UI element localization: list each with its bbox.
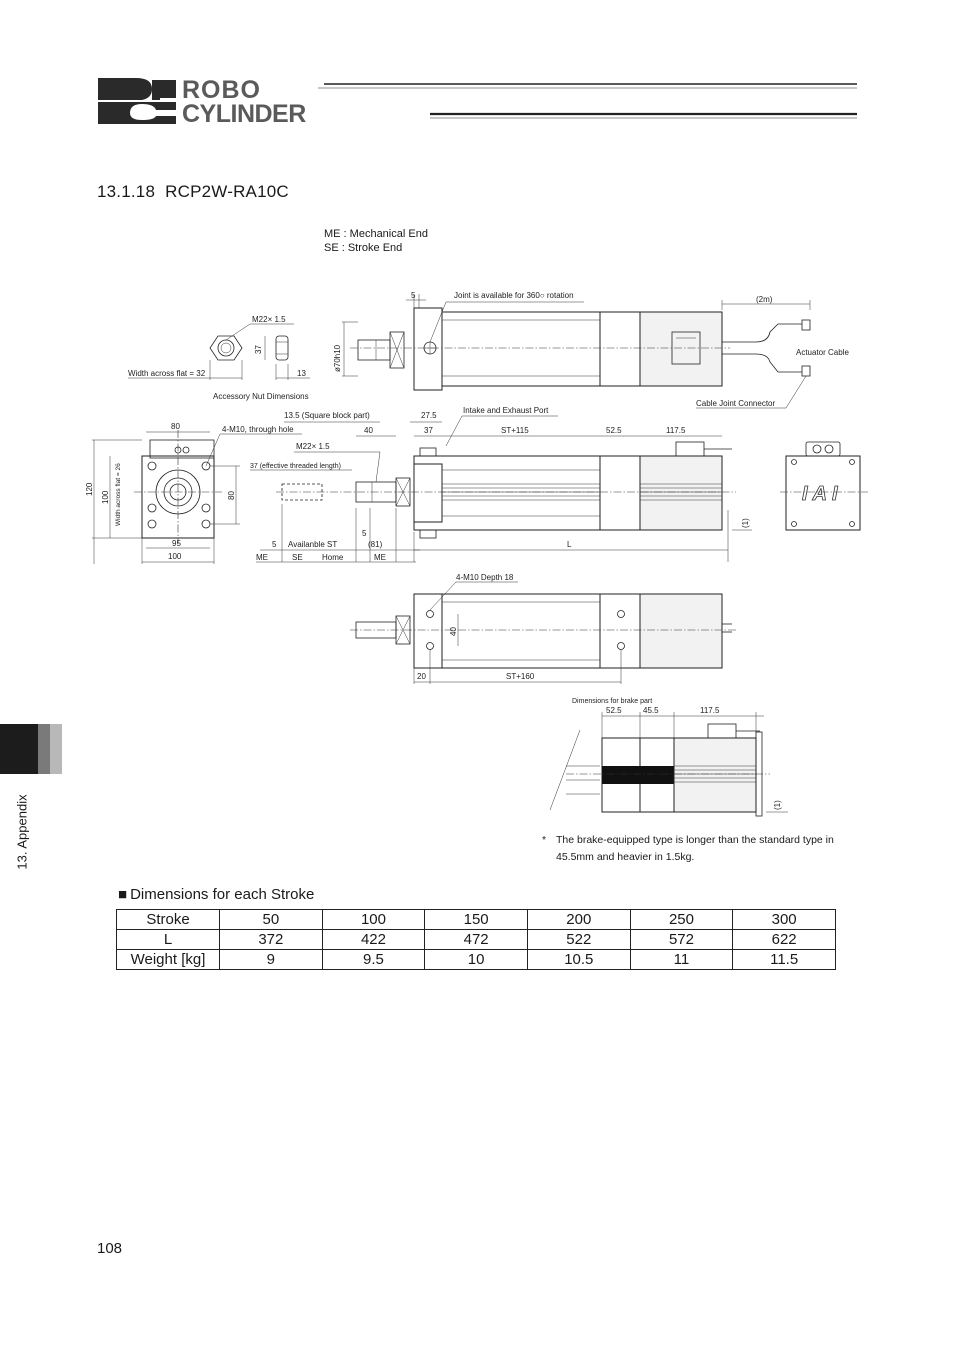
header-rules <box>318 80 858 120</box>
dimension-drawing <box>80 280 880 840</box>
table-cell: 250 <box>630 910 733 930</box>
effective-thread-label: 37 (effective threaded length) <box>250 463 341 470</box>
front-dim-80-top: 80 <box>171 422 180 431</box>
table-cell: 422 <box>322 930 425 950</box>
stroke-dimensions-table <box>116 909 836 970</box>
actuator-bottom-view <box>350 573 736 684</box>
cable-length-label: (2m) <box>756 295 773 304</box>
table-cell: 150 <box>425 910 528 930</box>
table-row-length <box>117 930 836 950</box>
row-header: Weight [kg] <box>117 950 220 970</box>
note-asterisk: * <box>542 834 547 846</box>
heading-bullet: ■ <box>118 886 128 903</box>
chapter-tab-stripe-light <box>50 724 62 774</box>
m10-depth-label: 4-M10 Depth 18 <box>456 573 514 582</box>
table-cell: 622 <box>733 930 836 950</box>
front-dim-95: 95 <box>172 539 181 548</box>
dim-st115: ST+115 <box>501 426 529 435</box>
dim-5-top: 5 <box>411 291 416 300</box>
dim-st160: ST+160 <box>506 672 535 681</box>
nut-width-flat-label: Width across flat = 32 <box>128 369 206 378</box>
brake-paren-1: (1) <box>773 800 782 810</box>
table-cell: 10.5 <box>527 950 630 970</box>
nut-thread-label: M22× 1.5 <box>252 315 286 324</box>
dim-52-5: 52.5 <box>606 426 622 435</box>
table-cell: 11 <box>630 950 733 970</box>
nut-dimensions-title: Accessory Nut Dimensions <box>213 392 309 401</box>
table-row-weight <box>117 950 836 970</box>
actuator-top-view <box>333 291 849 408</box>
chapter-label: 13. Appendix <box>14 794 30 870</box>
chapter-tab-stripe-dark <box>38 724 50 774</box>
front-dim-80-side: 80 <box>227 491 236 500</box>
overall-length-label: L <box>567 540 572 549</box>
chapter-tab-block <box>0 724 38 774</box>
brake-note-text: The brake-equipped type is longer than the standard type in 45.5mm and heavier in 1.5kg. <box>556 834 834 863</box>
legend-se: SE : Stroke End <box>324 242 403 254</box>
table-cell: 9.5 <box>322 950 425 970</box>
logo-line1: ROBO <box>182 76 261 104</box>
table-cell: 572 <box>630 930 733 950</box>
table-heading-text: Dimensions for each Stroke <box>130 886 315 903</box>
front-dim-120: 120 <box>85 482 94 496</box>
label-home: Home <box>322 553 344 562</box>
front-dim-100-horizontal: 100 <box>168 552 182 561</box>
actuator-rear-view <box>780 442 868 530</box>
front-dim-100-vertical: 100 <box>101 490 110 504</box>
table-cell: 50 <box>220 910 323 930</box>
nut-height-label: 37 <box>254 345 263 354</box>
table-cell: 472 <box>425 930 528 950</box>
joint-note: Joint is available for 360○ rotation <box>454 291 574 300</box>
table-cell: 9 <box>220 950 323 970</box>
front-width-flat-26: Width across flat = 26 <box>115 463 122 526</box>
row-header: L <box>117 930 220 950</box>
actuator-front-view <box>85 422 302 564</box>
brand-logo: IAI <box>802 483 843 505</box>
logo-line2: CYLINDER <box>182 100 306 126</box>
dim-40: 40 <box>364 426 373 435</box>
section-title <box>97 182 289 202</box>
accessory-nut-view <box>128 315 310 401</box>
dim-81: (81) <box>368 540 383 549</box>
dim-27-5: 27.5 <box>421 411 437 420</box>
m10-through-label: 4-M10, through hole <box>222 425 294 434</box>
table-cell: 200 <box>527 910 630 930</box>
diameter-label: ø70h10 <box>333 344 342 372</box>
brake-detail-view <box>550 698 788 816</box>
section-model: RCP2W-RA10C <box>165 182 289 201</box>
actuator-side-view <box>250 406 752 562</box>
available-stroke-label: Availanble ST <box>288 540 338 549</box>
dim-37: 37 <box>424 426 433 435</box>
legend-me: ME : Mechanical End <box>324 228 428 240</box>
nut-thickness-label: 13 <box>297 369 306 378</box>
m22-side-label: M22× 1.5 <box>296 442 330 451</box>
dim-20: 20 <box>417 672 426 681</box>
section-number: 13.1.18 <box>97 182 156 201</box>
square-block-label: 13.5 (Square block part) <box>284 411 370 420</box>
brake-title: Dimensions for brake part <box>572 698 653 705</box>
actuator-cable-label: Actuator Cable <box>796 348 849 357</box>
label-me-left: ME <box>256 553 268 562</box>
brake-dim-52-5: 52.5 <box>606 706 622 715</box>
dim-117-5: 117.5 <box>666 426 686 435</box>
table-cell: 522 <box>527 930 630 950</box>
brake-dim-45-5: 45.5 <box>643 706 659 715</box>
table-cell: 11.5 <box>733 950 836 970</box>
table-cell: 372 <box>220 930 323 950</box>
label-se: SE <box>292 553 303 562</box>
dim-5-a: 5 <box>272 540 277 549</box>
page-number: 108 <box>97 1240 123 1257</box>
cable-joint-label: Cable Joint Connector <box>696 399 776 408</box>
table-heading <box>118 886 314 903</box>
table-cell: 10 <box>425 950 528 970</box>
table-row-stroke <box>117 910 836 930</box>
row-header: Stroke <box>117 910 220 930</box>
intake-exhaust-label: Intake and Exhaust Port <box>463 406 549 415</box>
brake-dim-117-5: 117.5 <box>700 706 720 715</box>
dim-40-vertical: 40 <box>449 627 458 636</box>
dim-5-b: 5 <box>362 529 367 538</box>
abbreviation-legend <box>324 227 428 255</box>
table-cell: 300 <box>733 910 836 930</box>
label-me-right: ME <box>374 553 386 562</box>
paren-1-side: (1) <box>741 518 750 528</box>
table-cell: 100 <box>322 910 425 930</box>
